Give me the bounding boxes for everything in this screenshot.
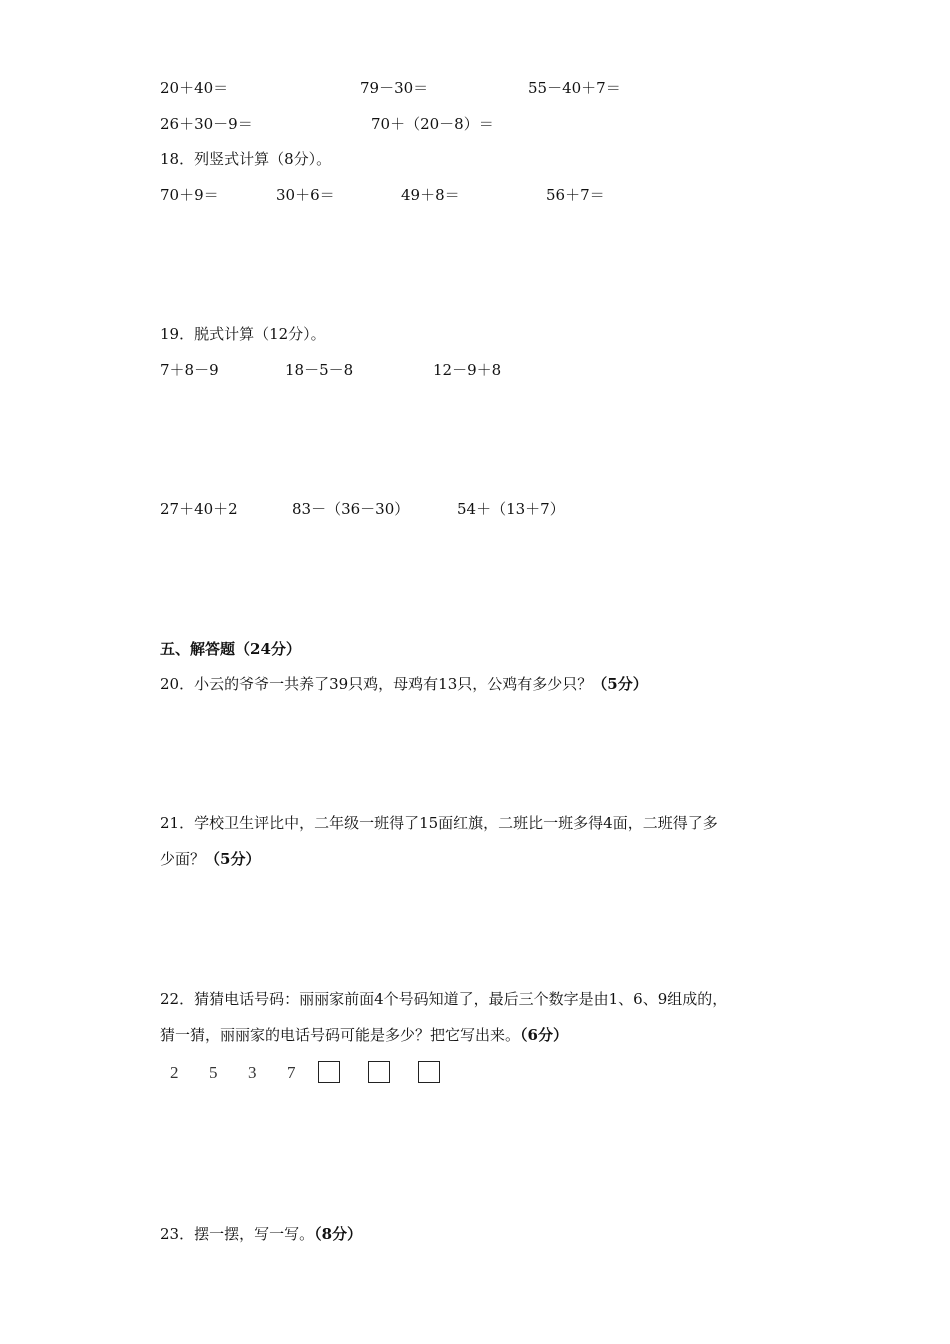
question-22-line1: 22．猜猜电话号码：丽丽家前面4个号码知道了，最后三个数字是由1、6、9组成的， [160,990,728,1008]
phone-digit-blank-box[interactable] [318,1061,340,1083]
question-22-score: （6分） [520,1026,568,1044]
vertical-calc-problem: 30＋6＝ [276,186,335,204]
question-21-text: 少面？ [160,850,206,868]
stepwise-calc-problem: 27＋40＋2 [160,500,238,518]
stepwise-calc-problem: 54＋（13＋7） [457,500,565,518]
phone-digit: 3 [248,1063,257,1082]
question-19-title: 19．脱式计算（12分）。 [160,325,326,343]
phone-digit: 2 [170,1063,179,1082]
oral-problem: 26＋30－9＝ [160,115,253,133]
question-18-title: 18．列竖式计算（8分）。 [160,150,332,168]
stepwise-calc-problem: 7＋8－9 [160,361,219,379]
vertical-calc-problem: 70＋9＝ [160,186,219,204]
question-20 [160,674,648,694]
vertical-calc-problem: 56＋7＝ [546,186,605,204]
phone-digit: 7 [287,1063,296,1082]
stepwise-calc-problem: 12－9＋8 [433,361,502,379]
oral-problem: 55－40＋7＝ [528,79,621,97]
stepwise-calc-problem: 83－（36－30） [292,500,410,518]
question-20-score: （5分） [592,675,648,693]
phone-digit: 5 [209,1063,218,1082]
question-21-line1: 21．学校卫生评比中，二年级一班得了15面红旗，二班比一班多得4面，二班得了多 [160,814,718,832]
stepwise-calc-problem: 18－5－8 [285,361,354,379]
oral-problem: 70＋（20－8）＝ [371,115,494,133]
vertical-calc-problem: 49＋8＝ [401,186,460,204]
question-21-score: （5分） [205,850,261,868]
question-21-line2 [160,849,260,869]
section-5-heading: 五、解答题（24分） [160,640,301,658]
phone-digit-blank-box[interactable] [368,1061,390,1083]
question-22-line2 [160,1025,568,1045]
question-23-text: 23．摆一摆，写一写。 [160,1225,315,1243]
oral-problem: 79－30＝ [360,79,429,97]
question-23-score: （8分） [314,1225,363,1243]
oral-problem: 20＋40＝ [160,79,229,97]
phone-digit-blank-box[interactable] [418,1061,440,1083]
question-23 [160,1224,362,1244]
question-20-text: 20．小云的爷爷一共养了39只鸡，母鸡有13只，公鸡有多少只？ [160,675,593,693]
question-22-text: 猜一猜，丽丽家的电话号码可能是多少？把它写出来。 [160,1026,521,1044]
